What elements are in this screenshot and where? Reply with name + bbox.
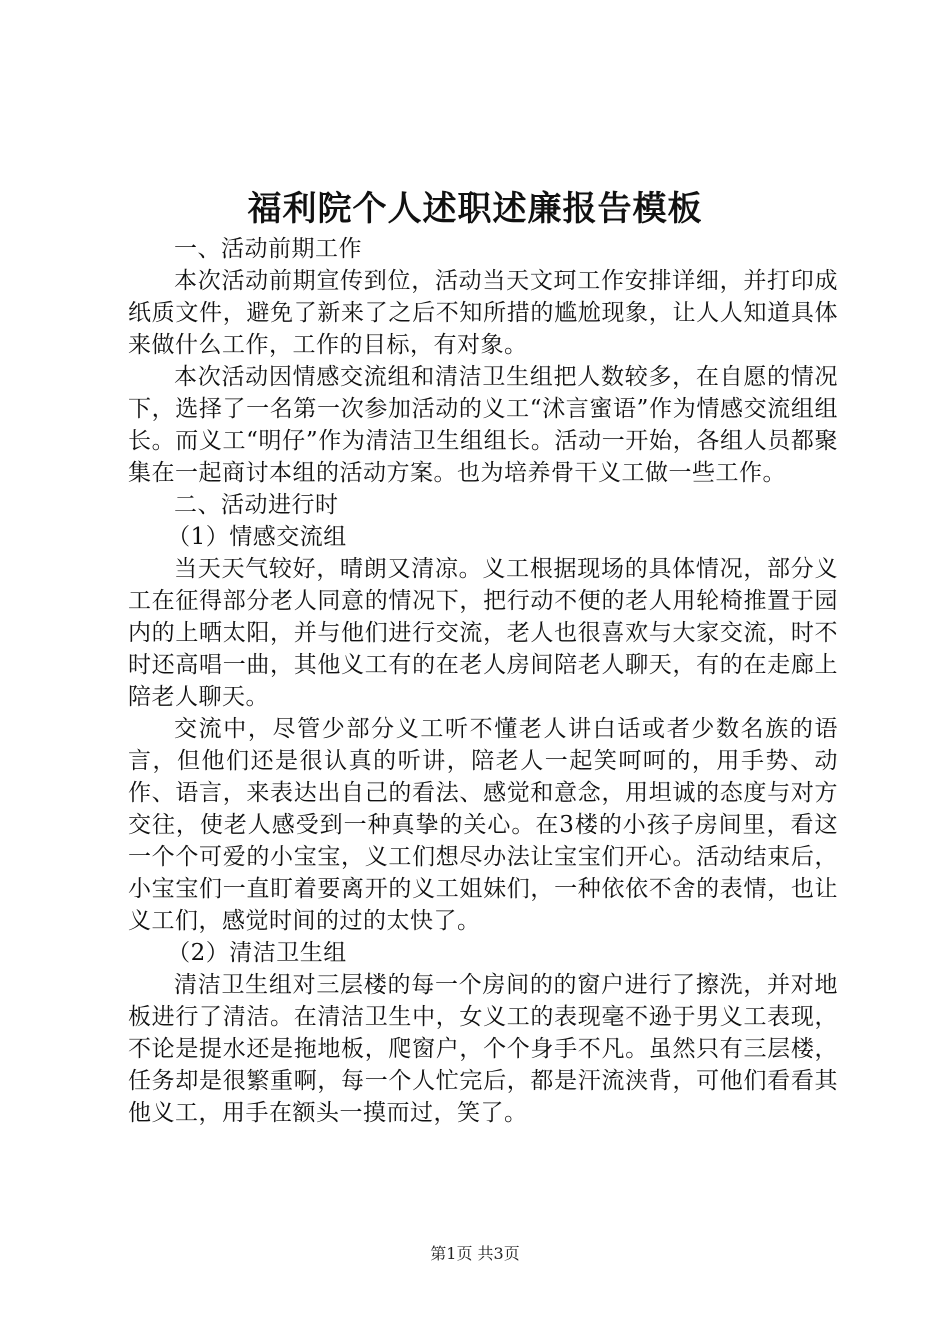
paragraph-1: 本次活动前期宣传到位，活动当天文珂工作安排详细，并打印成纸质文件，避免了新来了之后不知所措的尴尬现象，让人人知道具体来做什么工作，工作的目标，有对象。 xyxy=(128,268,838,358)
paragraph-2: 本次活动因情感交流组和清洁卫生组把人数较多，在自愿的情况下，选择了一名第一次参加活动的义工“沭言蜜语”作为情感交流组组长。而义工“明仔”作为清洁卫生组组长。活动一开始，各组人员都聚集在一起商讨本组的活动方案。也为培养骨干义工做一些工作。 xyxy=(128,364,838,486)
document-body xyxy=(128,233,838,1129)
subsection-heading-1: （1）情感交流组 xyxy=(167,524,347,550)
paragraph-4: 交流中，尽管少部分义工听不懂老人讲白话或者少数名族的语言，但他们还是很认真的听讲，陪老人一起笑呵呵的，用手势、动作、语言，来表达出自己的看法、感觉和意念，用坦诚的态度与对方交往，使老人感受到一种真挚的关心。在3楼的小孩子房间里，看这一个个可爱的小宝宝，义工们想尽办法让宝宝们开心。活动结束后，小宝宝们一直盯着要离开的义工姐妹们，一种依依不舍的表情，也让义工们，感觉时间的过的太快了。 xyxy=(128,716,838,934)
section-heading-1: 一、活动前期工作 xyxy=(174,236,362,262)
section-heading-2: 二、活动进行时 xyxy=(174,492,339,518)
paragraph-5: 清洁卫生组对三层楼的每一个房间的的窗户进行了擦洗，并对地板进行了清洁。在清洁卫生中，女义工的表现毫不逊于男义工表现，不论是提水还是拖地板，爬窗户，个个身手不凡。虽然只有三层楼，任务却是很繁重啊，每一个人忙完后，都是汗流浃背，可他们看看其他义工，用手在额头一摸而过，笑了。 xyxy=(128,972,838,1126)
subsection-heading-2: （2）清洁卫生组 xyxy=(167,940,347,966)
document-title: 福利院个人述职述廉报告模板 xyxy=(247,189,703,229)
page-footer: 第1页 共3页 xyxy=(430,1244,520,1263)
paragraph-3: 当天天气较好，晴朗又清凉。义工根据现场的具体情况，部分义工在征得部分老人同意的情况下，把行动不便的老人用轮椅推置于园内的上晒太阳，并与他们进行交流，老人也很喜欢与大家交流，时不时还高唱一曲，其他义工有的在老人房间陪老人聊天，有的在走廊上陪老人聊天。 xyxy=(128,556,838,710)
